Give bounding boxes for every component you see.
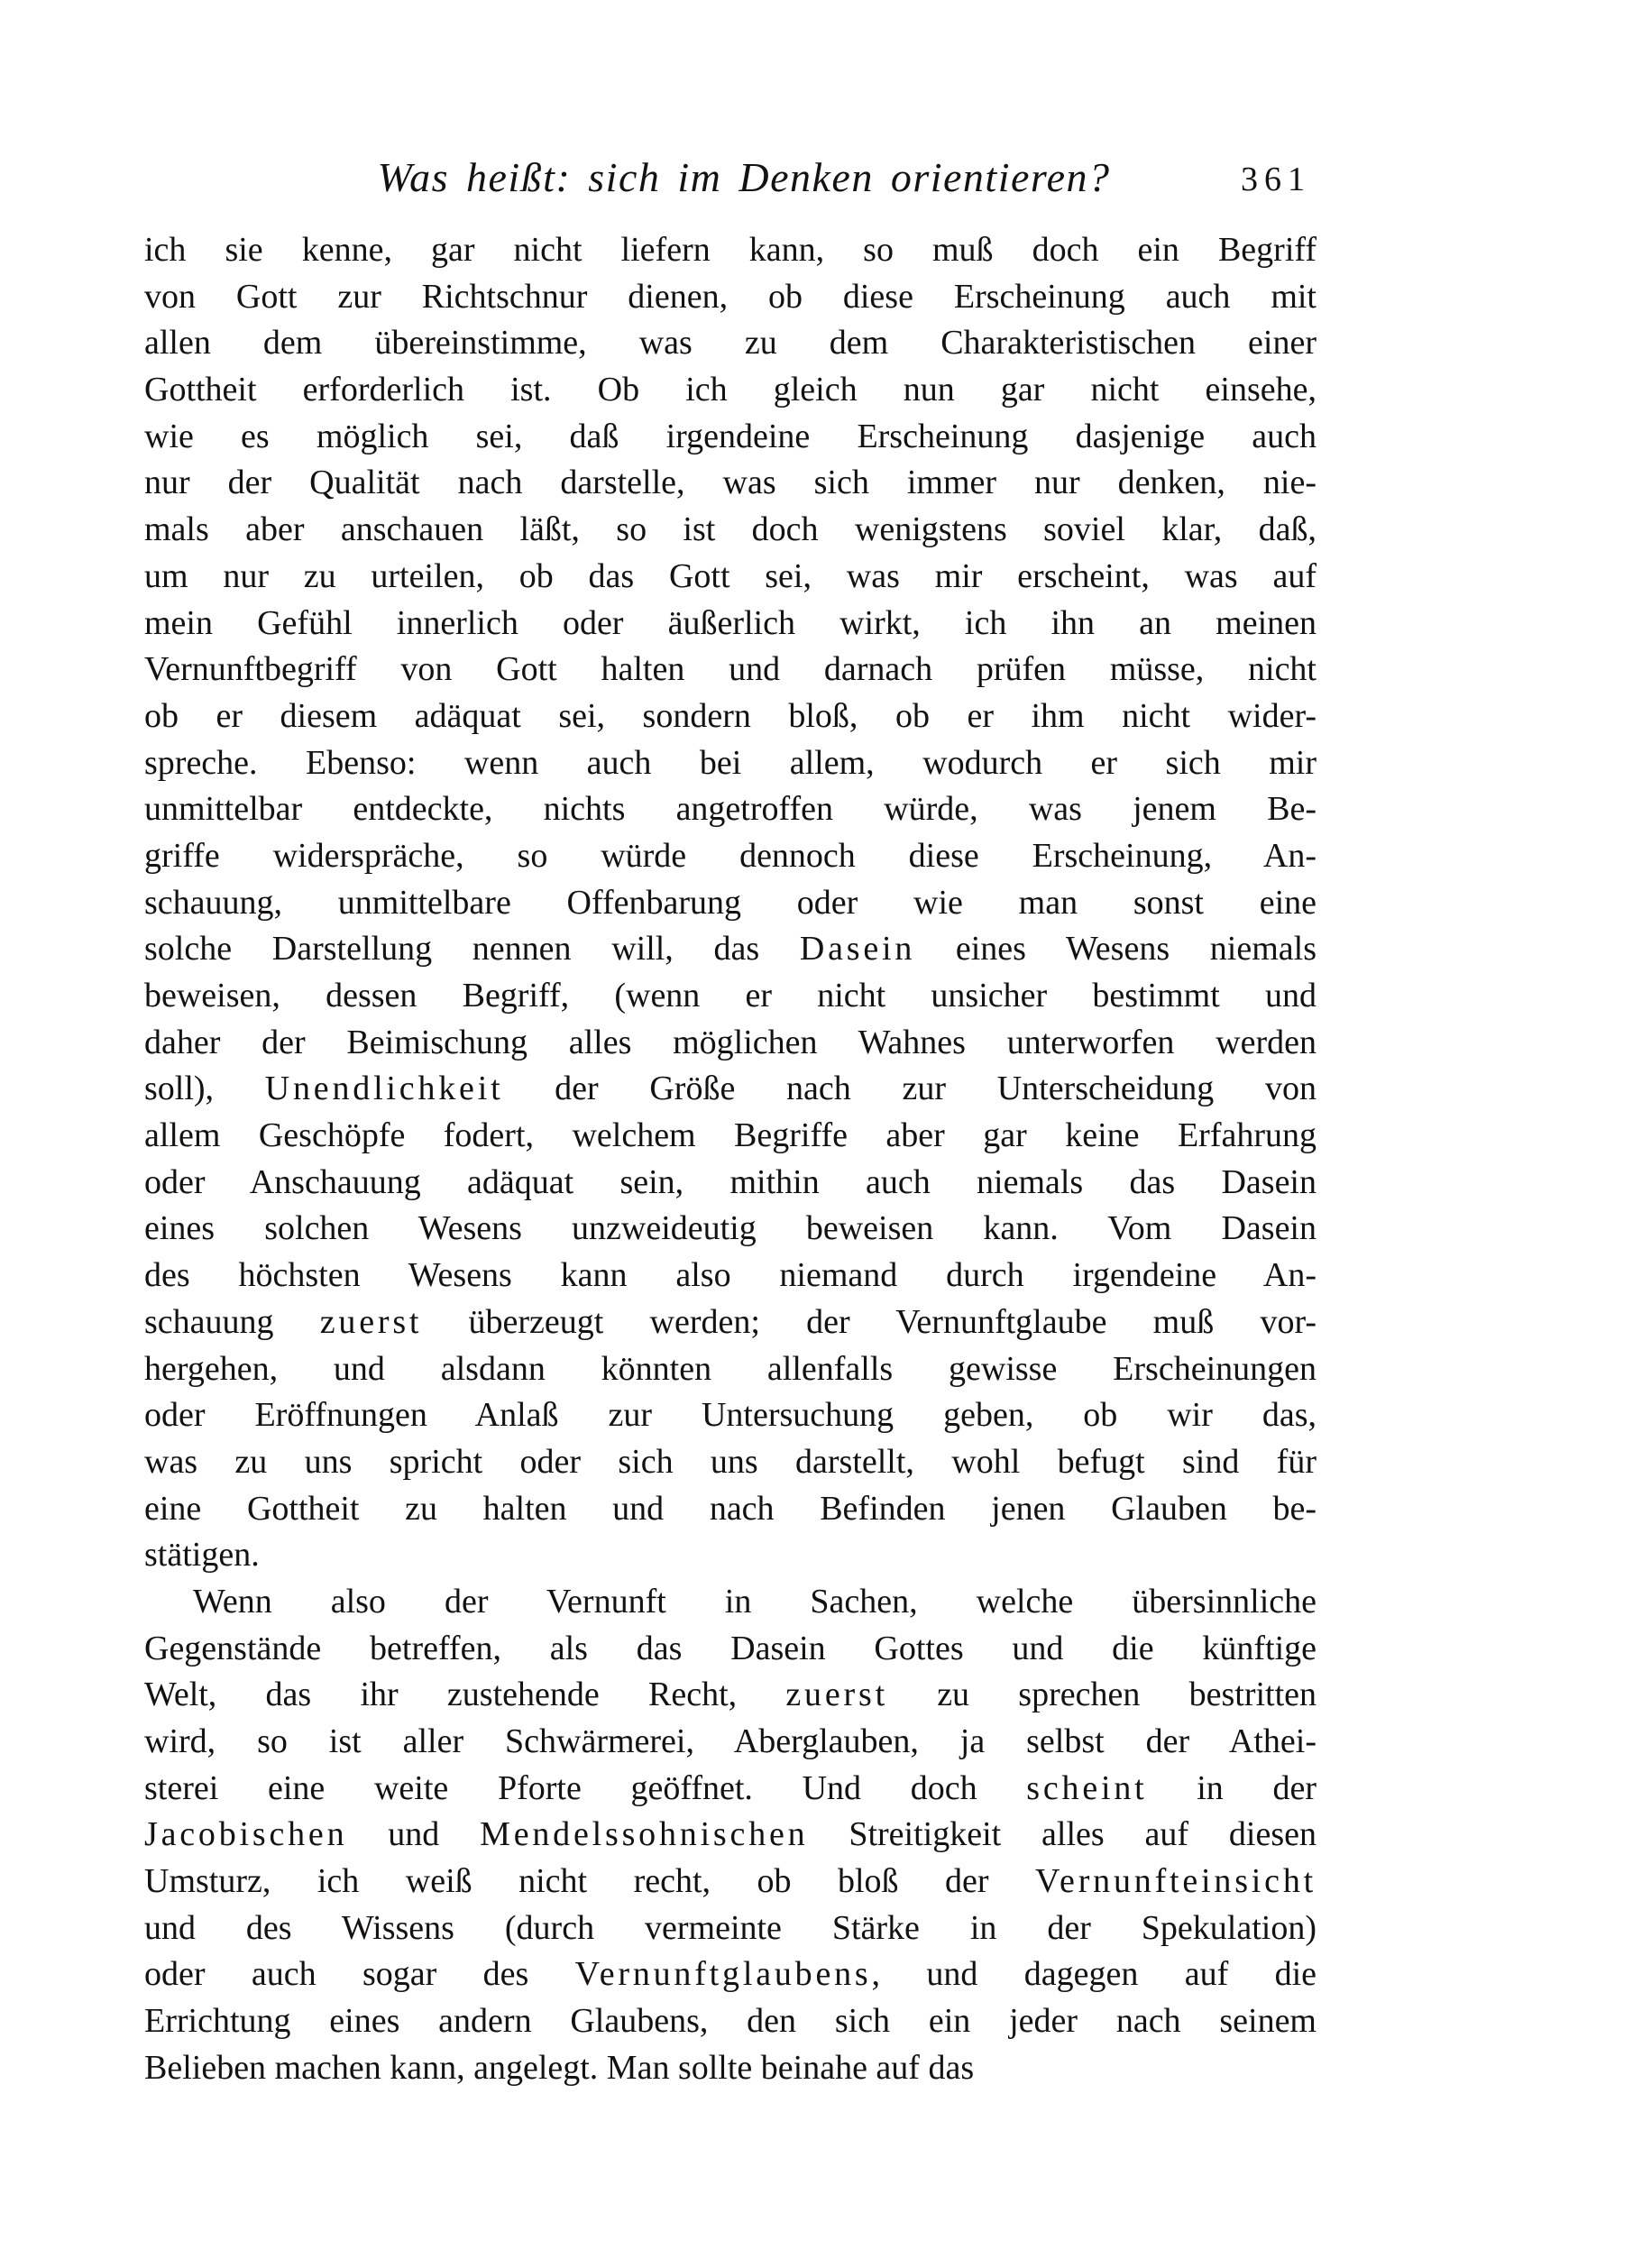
text-segment: allen dem übereinstimme, was zu dem Charakteristischen einer <box>144 324 1316 363</box>
running-header <box>144 153 1316 216</box>
text-segment: sterei eine weite Pforte geöffnet. Und doch <box>144 1768 1027 1807</box>
text-line <box>144 320 1316 367</box>
text-segment: zu sprechen bestritten <box>887 1676 1317 1714</box>
text-segment: oder auch sogar des <box>144 1955 575 1994</box>
emphasized-word: scheint <box>1026 1768 1148 1807</box>
text-line <box>144 1392 1316 1439</box>
text-segment: allem Geschöpfe fodert, welchem Begriffe aber gar keine Erfahrung <box>144 1116 1316 1155</box>
text-segment: eines Wesens niemals <box>915 930 1316 969</box>
text-line <box>144 1672 1316 1719</box>
text-segment: Gottheit erforderlich ist. Ob ich gleich nun gar nicht einsehe, <box>144 371 1316 409</box>
text-segment: griffe widerspräche, so würde dennoch diese Erscheinung, An- <box>144 836 1316 875</box>
text-line <box>144 2045 1316 2092</box>
text-segment: unmittelbar entdeckte, nichts angetroffen würde, was jenem Be- <box>144 790 1316 829</box>
text-line <box>144 1998 1316 2045</box>
text-line <box>144 1812 1316 1859</box>
text-line <box>144 1299 1316 1346</box>
text-segment: eines solchen Wesens unzweideutig beweisen kann. Vom Dasein <box>144 1209 1316 1248</box>
text-segment: und <box>347 1815 481 1854</box>
text-line <box>144 1579 1316 1626</box>
text-segment: beweisen, dessen Begriff, (wenn er nicht unsicher bestimmt und <box>144 977 1316 1015</box>
text-line <box>144 1206 1316 1253</box>
text-segment: hergehen, und alsdann könnten allenfalls gewisse Erscheinungen <box>144 1349 1316 1388</box>
text-line <box>144 1951 1316 1998</box>
text-segment: Gegenstände betreffen, als das Dasein Gottes und die künftige <box>144 1629 1316 1667</box>
text-line <box>144 693 1316 740</box>
text-line <box>144 274 1316 321</box>
text-segment: Errichtung eines andern Glaubens, den sich ein jeder nach seinem <box>144 2002 1316 2041</box>
text-line <box>144 1346 1316 1393</box>
text-line <box>144 460 1316 507</box>
text-line <box>144 1066 1316 1113</box>
text-segment: ich sie kenne, gar nicht liefern kann, so muß doch ein Begriff <box>144 231 1316 269</box>
text-segment: überzeugt werden; der Vernunftglaube muß vor- <box>422 1302 1316 1341</box>
emphasized-word: zuerst <box>785 1676 888 1714</box>
text-segment: spreche. Ebenso: wenn auch bei allem, wodurch er sich mir <box>144 743 1316 782</box>
text-block <box>144 227 1316 2092</box>
text-segment: und des Wissens (durch vermeinte Stärke in der Spekulation) <box>144 1908 1316 1947</box>
text-line <box>144 1532 1316 1579</box>
text-line <box>144 1020 1316 1067</box>
text-line <box>144 973 1316 1020</box>
text-line <box>144 554 1316 601</box>
text-segment: Streitigkeit alles auf diesen <box>808 1815 1316 1854</box>
emphasized-word: Vernunftglaubens <box>574 1955 872 1994</box>
text-segment: mein Gefühl innerlich oder äußerlich wirkt, ich ihn an meinen <box>144 603 1316 642</box>
text-line <box>144 601 1316 647</box>
text-line <box>144 1113 1316 1160</box>
text-segment: stätigen. <box>144 1536 260 1575</box>
emphasized-word: Unendlichkeit <box>264 1070 504 1108</box>
emphasized-word: Dasein <box>799 930 916 969</box>
emphasized-word: Mendelssohnischen <box>480 1815 809 1854</box>
text-line <box>144 1719 1316 1766</box>
text-segment: um nur zu urteilen, ob das Gott sei, was mir erscheint, was auf <box>144 556 1316 595</box>
text-line <box>144 1253 1316 1299</box>
text-line <box>144 414 1316 461</box>
text-line <box>144 507 1316 554</box>
text-line <box>144 647 1316 693</box>
text-segment: schauung <box>144 1302 320 1341</box>
text-segment: Belieben machen kann, angelegt. Man sollte beinahe auf das <box>144 2048 975 2087</box>
text-line <box>144 926 1316 973</box>
text-segment: soll), <box>144 1070 265 1108</box>
text-segment: wird, so ist aller Schwärmerei, Aberglauben, ja selbst der Athei- <box>144 1722 1316 1760</box>
text-segment: , und dagegen auf die <box>871 1955 1317 1994</box>
text-segment: oder Eröffnungen Anlaß zur Untersuchung geben, ob wir das, <box>144 1396 1316 1435</box>
text-line <box>144 1439 1316 1486</box>
text-segment: oder Anschauung adäquat sein, mithin auch niemals das Dasein <box>144 1162 1316 1201</box>
page-title: Was heißt: sich im Denken orientieren? <box>377 154 1111 200</box>
text-line <box>144 833 1316 880</box>
text-segment: ob er diesem adäquat sei, sondern bloß, ob er ihm nicht wider- <box>144 696 1316 735</box>
text-segment: eine Gottheit zu halten und nach Befinden jenen Glauben be- <box>144 1489 1316 1528</box>
text-line <box>144 740 1316 787</box>
text-line <box>144 1905 1316 1952</box>
text-segment: wie es möglich sei, daß irgendeine Erscheinung dasjenige auch <box>144 417 1316 455</box>
text-segment: schauung, unmittelbare Offenbarung oder wie man sonst eine <box>144 883 1316 922</box>
text-segment: daher der Beimischung alles möglichen Wahnes unterworfen werden <box>144 1023 1316 1061</box>
text-line <box>144 1486 1316 1533</box>
text-segment: Welt, das ihr zustehende Recht, <box>144 1676 786 1714</box>
text-segment: nur der Qualität nach darstelle, was sich immer nur denken, nie- <box>144 464 1316 502</box>
text-segment: mals aber anschauen läßt, so ist doch wenigstens soviel klar, daß, <box>144 510 1316 549</box>
text-segment: von Gott zur Richtschnur dienen, ob diese Erscheinung auch mit <box>144 277 1316 316</box>
page-number: 361 <box>1241 161 1311 198</box>
text-line <box>144 880 1316 927</box>
text-line <box>144 1160 1316 1207</box>
emphasized-word: Jacobischen <box>144 1815 348 1854</box>
text-line <box>144 1626 1316 1673</box>
text-line <box>144 227 1316 274</box>
text-line <box>144 367 1316 414</box>
text-segment: des höchsten Wesens kann also niemand durch irgendeine An- <box>144 1256 1316 1295</box>
text-segment: der Größe nach zur Unterscheidung von <box>503 1070 1316 1108</box>
text-segment: Wenn also der Vernunft in Sachen, welche übersinnliche <box>193 1582 1316 1621</box>
text-segment: solche Darstellung nennen will, das <box>144 930 800 969</box>
emphasized-word: zuerst <box>319 1302 423 1341</box>
text-segment: in der <box>1147 1768 1317 1807</box>
text-line <box>144 786 1316 833</box>
emphasized-word: Vernunfteinsicht <box>1035 1862 1316 1901</box>
text-segment: Umsturz, ich weiß nicht recht, ob bloß der <box>144 1862 1036 1901</box>
text-segment: Vernunftbegriff von Gott halten und darnach prüfen müsse, nicht <box>144 650 1316 689</box>
text-line <box>144 1766 1316 1813</box>
text-segment: was zu uns spricht oder sich uns darstellt, wohl befugt sind für <box>144 1442 1316 1481</box>
text-line <box>144 1859 1316 1905</box>
